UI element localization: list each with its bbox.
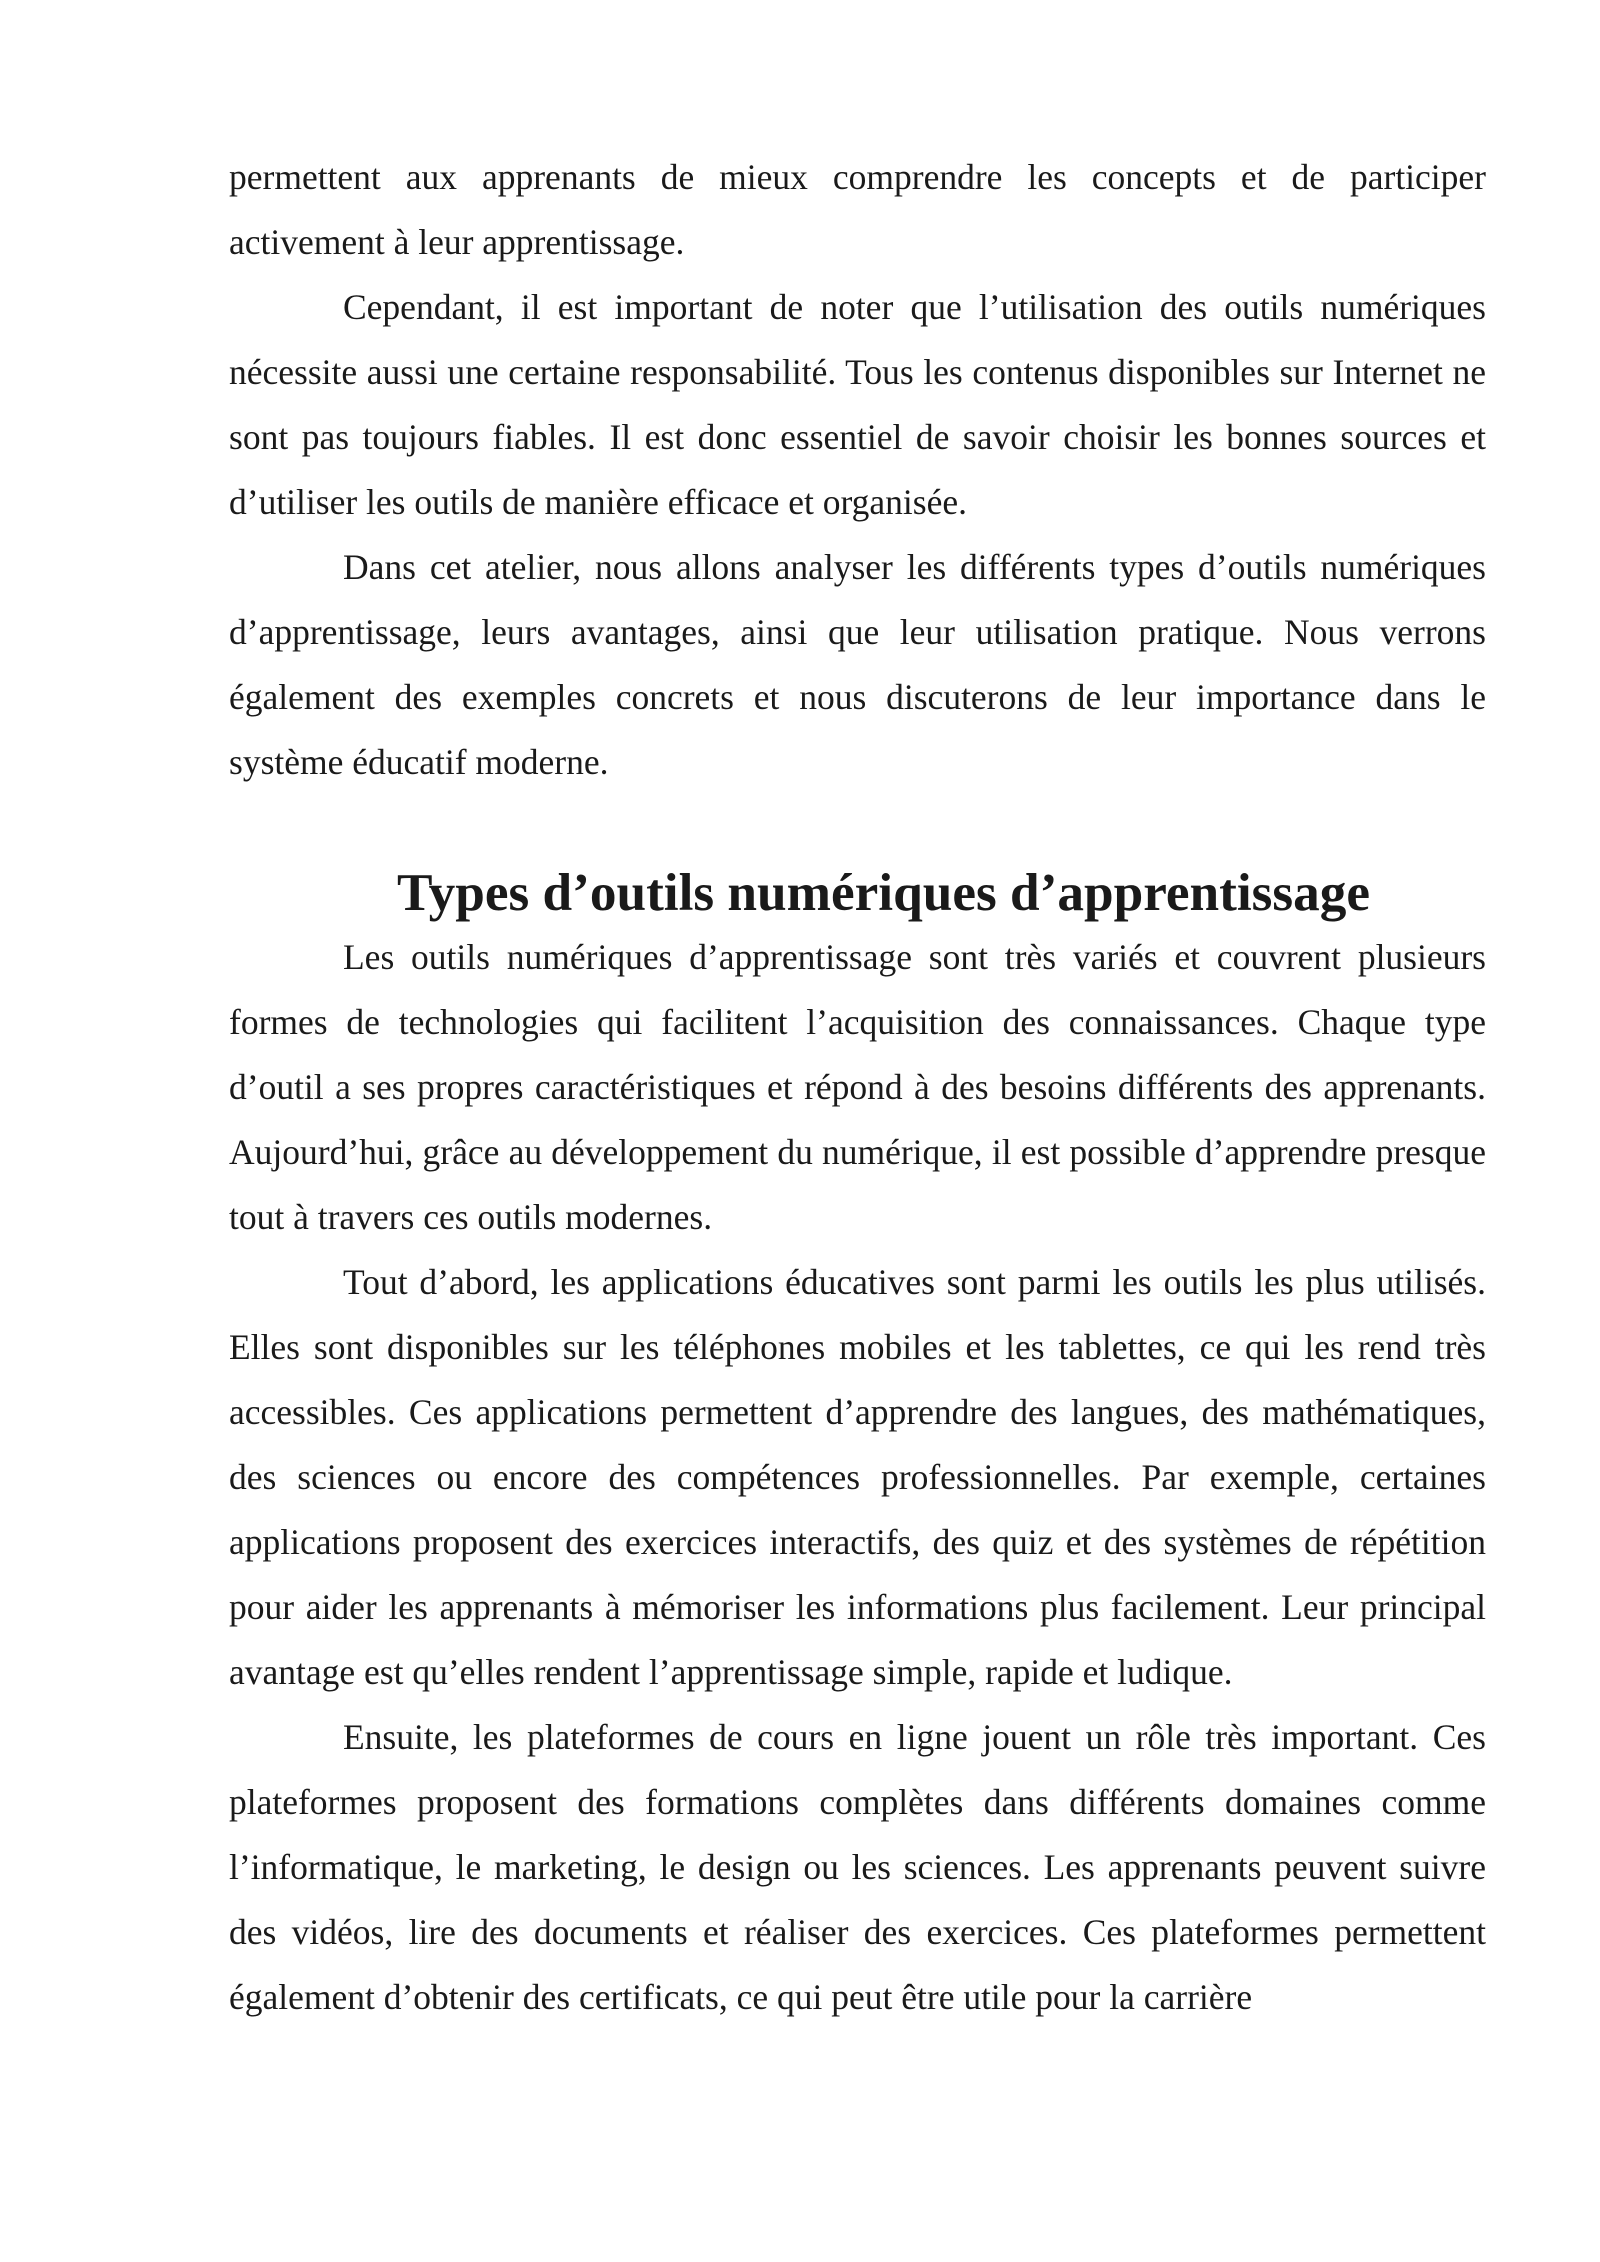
document-page <box>229 145 1486 2030</box>
paragraph-continuation: permettent aux apprenants de mieux comprendre les concepts et de participer activement à leur apprentissage. <box>229 157 1486 262</box>
paragraph-online-platforms: Ensuite, les plateformes de cours en ligne jouent un rôle très important. Ces plateformes proposent des formations complètes dans différents domaines comme l’informatique, le marketing, le design ou les sciences. Les apprenants peuvent suivre des vidéos, lire des documents et réaliser des exercices. Ces plateformes permettent également d’obtenir des certificats, ce qui peut être utile pour la carrière <box>229 1717 1486 2017</box>
section-heading: Types d’outils numériques d’apprentissage <box>397 863 1370 922</box>
paragraph-responsibility: Cependant, il est important de noter que l’utilisation des outils numériques nécessite aussi une certaine responsabilité. Tous les contenus disponibles sur Internet ne sont pas toujours fiables. Il est donc essentiel de savoir choisir les bonnes sources et d’utiliser les outils de manière efficace et organisée. <box>229 287 1486 522</box>
paragraph-workshop-intro: Dans cet atelier, nous allons analyser les différents types d’outils numériques d’apprentissage, leurs avantages, ainsi que leur utilisation pratique. Nous verrons également des exemples concrets et nous discuterons de leur importance dans le système éducatif moderne. <box>229 547 1486 782</box>
paragraph-tool-variety: Les outils numériques d’apprentissage sont très variés et couvrent plusieurs formes de technologies qui facilitent l’acquisition des connaissances. Chaque type d’outil a ses propres caractéristiques et répond à des besoins différents des apprenants. Aujourd’hui, grâce au développement du numérique, il est possible d’apprendre presque tout à travers ces outils modernes. <box>229 937 1486 1237</box>
paragraph-educational-apps: Tout d’abord, les applications éducatives sont parmi les outils les plus utilisés. Elles sont disponibles sur les téléphones mobiles et les tablettes, ce qui les rend très accessibles. Ces applications permettent d’apprendre des langues, des mathématiques, des sciences ou encore des compétences professionnelles. Par exemple, certaines applications proposent des exercices interactifs, des quiz et des systèmes de répétition pour aider les apprenants à mémoriser les informations plus facilement. Leur principal avantage est qu’elles rendent l’apprentissage simple, rapide et ludique. <box>229 1262 1486 1692</box>
